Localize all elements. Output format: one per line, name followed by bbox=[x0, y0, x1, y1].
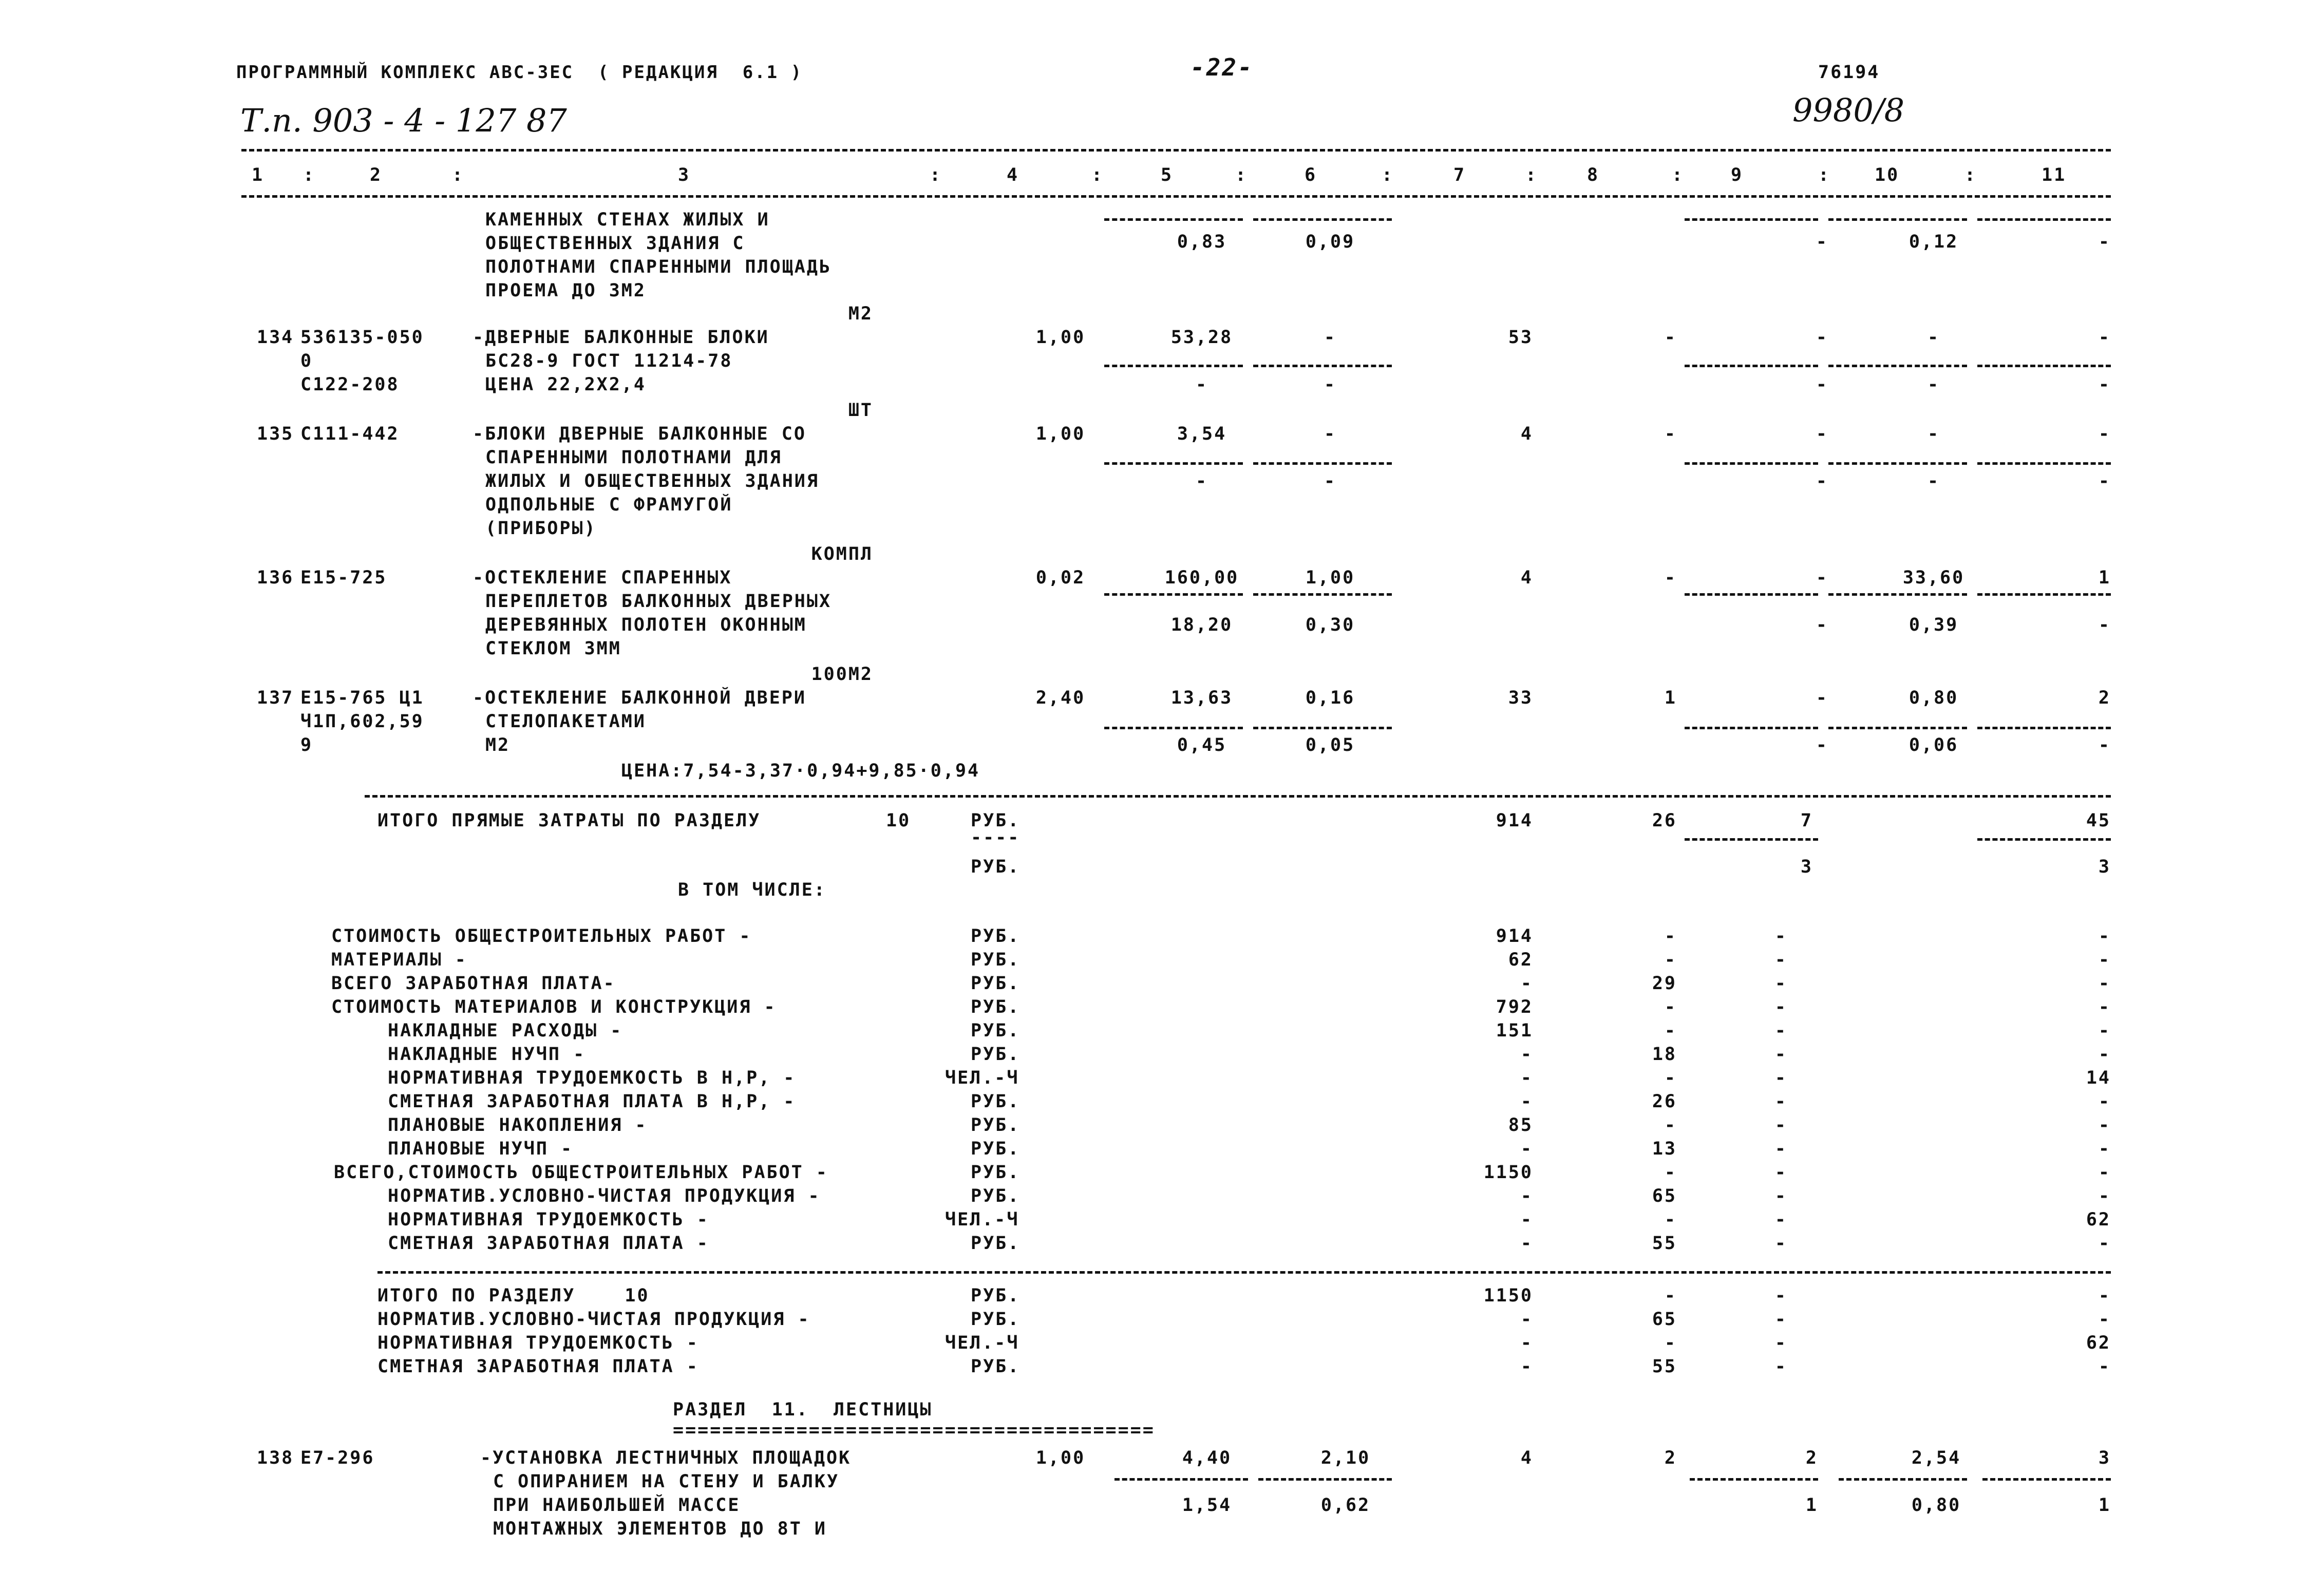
value-divider bbox=[1828, 462, 1967, 465]
cell-c9: - bbox=[1816, 374, 1828, 395]
breakdown-c7: - bbox=[1520, 1091, 1533, 1112]
cell-c4: 0,02 bbox=[1035, 568, 1086, 588]
direct-c9: 3 bbox=[1800, 857, 1813, 877]
direct-costs-unit-rule: ---- bbox=[971, 827, 1021, 848]
row-description: ПРИ НАИБОЛЬШЕЙ МАССЕ bbox=[493, 1495, 741, 1516]
cell-c10: - bbox=[1927, 471, 1940, 491]
breakdown-c8: 55 bbox=[1652, 1233, 1677, 1254]
direct-c7: 914 bbox=[1496, 810, 1533, 831]
breakdown-c11: 14 bbox=[2086, 1068, 2111, 1088]
unit-label: КОМПЛ bbox=[811, 544, 873, 564]
unit-label: М2 bbox=[848, 304, 873, 324]
cell-c9: - bbox=[1816, 471, 1828, 491]
direct-costs-label: ИТОГО ПРЯМЫЕ ЗАТРАТЫ ПО РАЗДЕЛУ bbox=[377, 810, 761, 831]
value-divider bbox=[1104, 365, 1243, 367]
value-divider bbox=[1253, 462, 1392, 465]
breakdown-label: ПЛАНОВЫЕ НУЧП - bbox=[388, 1139, 574, 1159]
column-number-11: 11 bbox=[2042, 165, 2067, 185]
breakdown-c11: - bbox=[2098, 1139, 2111, 1159]
breakdown-c11: - bbox=[2098, 1162, 2111, 1183]
page-number: -22- bbox=[1191, 53, 1254, 81]
cell-c10: - bbox=[1927, 374, 1940, 395]
breakdown-c7: 792 bbox=[1496, 997, 1533, 1017]
cell-c9: 1 bbox=[1805, 1495, 1818, 1516]
cell-c9: - bbox=[1816, 735, 1828, 755]
direct-c9: 7 bbox=[1800, 810, 1813, 831]
cell-c6: 0,09 bbox=[1305, 232, 1355, 252]
value-divider bbox=[1977, 838, 2111, 841]
cell-c5: - bbox=[1195, 471, 1208, 491]
section-total-unit: РУБ. bbox=[971, 1356, 1021, 1377]
cell-c11: - bbox=[2098, 327, 2111, 348]
breakdown-c9: - bbox=[1774, 1068, 1787, 1088]
section-total-c11: - bbox=[2098, 1309, 2111, 1330]
breakdown-label: НОРМАТИВ.УСЛОВНО-ЧИСТАЯ ПРОДУКЦИЯ - bbox=[388, 1186, 821, 1206]
row-code: Ч1П,602,59 bbox=[300, 711, 424, 732]
row-number: 137 bbox=[257, 688, 294, 708]
direct-costs-unit: РУБ. bbox=[971, 810, 1021, 831]
cell-c5: 160,00 bbox=[1164, 568, 1239, 588]
cell-c6: 0,62 bbox=[1320, 1495, 1371, 1516]
breakdown-c11: - bbox=[2098, 950, 2111, 970]
cell-c8: - bbox=[1664, 424, 1677, 444]
value-divider bbox=[1114, 1478, 1248, 1481]
cell-c5: 13,63 bbox=[1170, 688, 1233, 708]
unit-label: 100М2 bbox=[811, 664, 873, 685]
column-number-4: 4 bbox=[1007, 165, 1019, 185]
row-code: С122-208 bbox=[300, 374, 400, 395]
section-total-c8: 55 bbox=[1652, 1356, 1677, 1377]
description-line: КАМЕННЫХ СТЕНАХ ЖИЛЫХ И bbox=[485, 210, 770, 230]
breakdown-label: ПЛАНОВЫЕ НАКОПЛЕНИЯ - bbox=[388, 1115, 648, 1136]
section-total-c9: - bbox=[1774, 1285, 1787, 1306]
column-number-9: 9 bbox=[1731, 165, 1744, 185]
value-divider bbox=[1828, 218, 1967, 221]
breakdown-c7: - bbox=[1520, 1044, 1533, 1065]
cell-c7: 53 bbox=[1508, 327, 1533, 348]
row-code: 0 bbox=[300, 351, 313, 371]
row-description: -УСТАНОВКА ЛЕСТНИЧНЫХ ПЛОЩАДОК bbox=[480, 1448, 852, 1468]
breakdown-c8: - bbox=[1664, 1020, 1677, 1041]
cell-c11: 2 bbox=[2098, 688, 2111, 708]
cell-c10: 0,80 bbox=[1911, 1495, 1961, 1516]
breakdown-c11: - bbox=[2098, 1020, 2111, 1041]
cell-c7: 33 bbox=[1508, 688, 1533, 708]
cell-c9: - bbox=[1816, 688, 1828, 708]
breakdown-c7: 151 bbox=[1496, 1020, 1533, 1041]
breakdown-unit: РУБ. bbox=[971, 950, 1021, 970]
section-total-c9: - bbox=[1774, 1356, 1787, 1377]
breakdown-label: СМЕТНАЯ ЗАРАБОТНАЯ ПЛАТА В Н,Р, - bbox=[388, 1091, 796, 1112]
cell-c5: 53,28 bbox=[1170, 327, 1233, 348]
value-divider bbox=[1685, 838, 1818, 841]
breakdown-c8: - bbox=[1664, 1209, 1677, 1230]
breakdown-label: ВСЕГО,СТОИМОСТЬ ОБЩЕСТРОИТЕЛЬНЫХ РАБОТ - bbox=[334, 1162, 828, 1183]
breakdown-c9: - bbox=[1774, 1186, 1787, 1206]
column-separator: : bbox=[1964, 165, 1977, 185]
breakdown-c7: - bbox=[1520, 1068, 1533, 1088]
column-separator: : bbox=[1091, 165, 1104, 185]
value-divider bbox=[1977, 218, 2111, 221]
cell-c5: 0,83 bbox=[1177, 232, 1227, 252]
value-divider bbox=[1258, 1478, 1392, 1481]
cell-c11: 3 bbox=[2098, 1448, 2111, 1468]
section-rule bbox=[377, 1271, 2111, 1274]
breakdown-c8: - bbox=[1664, 997, 1677, 1017]
row-description: -ДВЕРНЫЕ БАЛКОННЫЕ БЛОКИ bbox=[473, 327, 769, 348]
cell-c10: 0,39 bbox=[1909, 615, 1959, 635]
cell-c8: - bbox=[1664, 568, 1677, 588]
cell-c7: 4 bbox=[1520, 424, 1533, 444]
row-code: Е15-765 Ц1 bbox=[300, 688, 424, 708]
cell-c4: 1,00 bbox=[1035, 1448, 1086, 1468]
breakdown-c9: - bbox=[1774, 1020, 1787, 1041]
cell-c6: - bbox=[1324, 327, 1337, 348]
row-number: 136 bbox=[257, 568, 294, 588]
row-description: СПАРЕННЫМИ ПОЛОТНАМИ ДЛЯ bbox=[485, 447, 782, 468]
value-divider bbox=[1977, 462, 2111, 465]
row-number: 138 bbox=[257, 1448, 294, 1468]
cell-c11: - bbox=[2098, 471, 2111, 491]
row-description: (ПРИБОРЫ) bbox=[485, 518, 597, 539]
value-divider bbox=[1685, 218, 1818, 221]
cell-c9: - bbox=[1816, 568, 1828, 588]
breakdown-c9: - bbox=[1774, 1209, 1787, 1230]
section-total-c9: - bbox=[1774, 1333, 1787, 1353]
row-description: ЦЕНА 22,2Х2,4 bbox=[485, 374, 646, 395]
row-number: 135 bbox=[257, 424, 294, 444]
row-description: С ОПИРАНИЕМ НА СТЕНУ И БАЛКУ bbox=[493, 1471, 840, 1492]
breakdown-c7: - bbox=[1520, 1186, 1533, 1206]
cell-c7: 4 bbox=[1520, 568, 1533, 588]
cell-c5: - bbox=[1195, 374, 1208, 395]
breakdown-c7: - bbox=[1520, 1139, 1533, 1159]
breakdown-unit: РУБ. bbox=[971, 1115, 1021, 1136]
breakdown-c9: - bbox=[1774, 950, 1787, 970]
unit-label: ШТ bbox=[848, 400, 873, 421]
column-number-7: 7 bbox=[1453, 165, 1466, 185]
breakdown-unit: РУБ. bbox=[971, 1233, 1021, 1254]
cell-c4: 2,40 bbox=[1035, 688, 1086, 708]
breakdown-label: НОРМАТИВНАЯ ТРУДОЕМКОСТЬ - bbox=[388, 1209, 709, 1230]
breakdown-c7: - bbox=[1520, 1233, 1533, 1254]
row-code: С111-442 bbox=[300, 424, 400, 444]
cell-c5: 4,40 bbox=[1182, 1448, 1232, 1468]
cell-c6: 2,10 bbox=[1320, 1448, 1371, 1468]
row-description: СТЕЛОПАКЕТАМИ bbox=[485, 711, 646, 732]
cell-c6: 0,05 bbox=[1305, 735, 1355, 755]
handwritten-sheet-number: 9980/8 bbox=[1792, 91, 1905, 129]
section-11-title: РАЗДЕЛ 11. ЛЕСТНИЦЫ bbox=[673, 1399, 933, 1420]
header-rule-top bbox=[241, 149, 2111, 152]
breakdown-c9: - bbox=[1774, 997, 1787, 1017]
cell-c5: 0,45 bbox=[1177, 735, 1227, 755]
breakdown-c8: - bbox=[1664, 1068, 1677, 1088]
header-rule-bottom bbox=[241, 195, 2111, 198]
column-separator: : bbox=[1818, 165, 1831, 185]
section-total-c7: - bbox=[1520, 1309, 1533, 1330]
section-total-c8: 65 bbox=[1652, 1309, 1677, 1330]
row-description: ПЕРЕПЛЕТОВ БАЛКОННЫХ ДВЕРНЫХ bbox=[485, 591, 832, 612]
breakdown-c11: - bbox=[2098, 1091, 2111, 1112]
section-total-label: НОРМАТИВНАЯ ТРУДОЕМКОСТЬ - bbox=[377, 1333, 699, 1353]
section-total-c7: - bbox=[1520, 1333, 1533, 1353]
row-number: 134 bbox=[257, 327, 294, 348]
row-description: -ОСТЕКЛЕНИЕ БАЛКОННОЙ ДВЕРИ bbox=[473, 688, 806, 708]
section-total-c7: 1150 bbox=[1483, 1285, 1533, 1306]
cell-c10: 0,06 bbox=[1909, 735, 1959, 755]
cell-c10: 33,60 bbox=[1902, 568, 1965, 588]
column-separator: : bbox=[303, 165, 316, 185]
direct-c8: 26 bbox=[1652, 810, 1677, 831]
breakdown-c11: - bbox=[2098, 1044, 2111, 1065]
breakdown-c8: 13 bbox=[1652, 1139, 1677, 1159]
value-divider bbox=[1982, 1478, 2111, 1481]
column-separator: : bbox=[1382, 165, 1394, 185]
section-total-label: НОРМАТИВ.УСЛОВНО-ЧИСТАЯ ПРОДУКЦИЯ - bbox=[377, 1309, 810, 1330]
breakdown-unit: РУБ. bbox=[971, 997, 1021, 1017]
row-code: 9 bbox=[300, 735, 313, 755]
column-number-10: 10 bbox=[1875, 165, 1900, 185]
cell-c11: 1 bbox=[2098, 568, 2111, 588]
section-total-label: ИТОГО ПО РАЗДЕЛУ 10 bbox=[377, 1285, 650, 1306]
breakdown-c7: - bbox=[1520, 973, 1533, 994]
value-divider bbox=[1977, 727, 2111, 729]
section-total-unit: РУБ. bbox=[971, 1285, 1021, 1306]
cell-c5: 18,20 bbox=[1170, 615, 1233, 635]
breakdown-label: СТОИМОСТЬ ОБЩЕСТРОИТЕЛЬНЫХ РАБОТ - bbox=[331, 926, 752, 947]
row-code: Е15-725 bbox=[300, 568, 387, 588]
breakdown-c11: - bbox=[2098, 973, 2111, 994]
cell-c6: - bbox=[1324, 471, 1337, 491]
column-number-3: 3 bbox=[678, 165, 691, 185]
cell-c6: 1,00 bbox=[1305, 568, 1355, 588]
section-total-unit: ЧЕЛ.-Ч bbox=[945, 1333, 1019, 1353]
program-header: ПРОГРАММНЫЙ КОМПЛЕКС АВС-ЗЕС ( РЕДАКЦИЯ 6.1 ) bbox=[236, 62, 803, 83]
breakdown-label: МАТЕРИАЛЫ - bbox=[331, 950, 467, 970]
breakdown-unit: РУБ. bbox=[971, 1091, 1021, 1112]
cell-c8: - bbox=[1664, 327, 1677, 348]
breakdown-c9: - bbox=[1774, 1044, 1787, 1065]
row-description: МОНТАЖНЫХ ЭЛЕМЕНТОВ ДО 8Т И bbox=[493, 1519, 827, 1539]
cell-c4: 1,00 bbox=[1035, 424, 1086, 444]
value-divider bbox=[1977, 365, 2111, 367]
breakdown-c8: 65 bbox=[1652, 1186, 1677, 1206]
row-code: 536135-050 bbox=[300, 327, 424, 348]
breakdown-c8: 18 bbox=[1652, 1044, 1677, 1065]
breakdown-c8: 26 bbox=[1652, 1091, 1677, 1112]
value-divider bbox=[1104, 593, 1243, 596]
value-divider bbox=[1104, 218, 1243, 221]
breakdown-c7: 914 bbox=[1496, 926, 1533, 947]
cell-c9: - bbox=[1816, 615, 1828, 635]
value-divider bbox=[1253, 593, 1392, 596]
column-number-2: 2 bbox=[370, 165, 383, 185]
cell-c11: - bbox=[2098, 374, 2111, 395]
breakdown-c8: 29 bbox=[1652, 973, 1677, 994]
column-number-6: 6 bbox=[1305, 165, 1317, 185]
direct-c11: 3 bbox=[2098, 857, 2111, 877]
breakdown-c9: - bbox=[1774, 1139, 1787, 1159]
row-description: ОДПОЛЬНЫЕ С ФРАМУГОЙ bbox=[485, 495, 733, 515]
row-description: ДЕРЕВЯННЫХ ПОЛОТЕН ОКОННЫМ bbox=[485, 615, 807, 635]
breakdown-unit: РУБ. bbox=[971, 1139, 1021, 1159]
row-description: БС28-9 ГОСТ 11214-78 bbox=[485, 351, 733, 371]
breakdown-unit: ЧЕЛ.-Ч bbox=[945, 1068, 1019, 1088]
value-divider bbox=[1977, 593, 2111, 596]
breakdown-unit: ЧЕЛ.-Ч bbox=[945, 1209, 1019, 1230]
value-divider bbox=[1685, 727, 1818, 729]
column-separator: : bbox=[1525, 165, 1538, 185]
breakdown-c11: - bbox=[2098, 1233, 2111, 1254]
cell-c9: 2 bbox=[1805, 1448, 1818, 1468]
breakdown-c7: 62 bbox=[1508, 950, 1533, 970]
column-number-5: 5 bbox=[1161, 165, 1174, 185]
value-divider bbox=[1685, 593, 1818, 596]
section-total-c7: - bbox=[1520, 1356, 1533, 1377]
section-total-c8: - bbox=[1664, 1285, 1677, 1306]
cell-c8: 1 bbox=[1664, 688, 1677, 708]
column-separator: : bbox=[930, 165, 942, 185]
breakdown-c9: - bbox=[1774, 1233, 1787, 1254]
value-divider bbox=[1828, 593, 1967, 596]
section-total-unit: РУБ. bbox=[971, 1309, 1021, 1330]
value-divider bbox=[1104, 462, 1243, 465]
breakdown-unit: РУБ. bbox=[971, 926, 1021, 947]
breakdown-c7: 85 bbox=[1508, 1115, 1533, 1136]
section-total-label: СМЕТНАЯ ЗАРАБОТНАЯ ПЛАТА - bbox=[377, 1356, 699, 1377]
direct-costs-unit: РУБ. bbox=[971, 857, 1021, 877]
breakdown-c9: - bbox=[1774, 1162, 1787, 1183]
row-description: ЖИЛЫХ И ОБЩЕСТВЕННЫХ ЗДАНИЯ bbox=[485, 471, 819, 491]
cell-c4: 1,00 bbox=[1035, 327, 1086, 348]
description-line: ОБЩЕСТВЕННЫХ ЗДАНИЯ С bbox=[485, 233, 745, 254]
section-total-c11: 62 bbox=[2086, 1333, 2111, 1353]
value-divider bbox=[1104, 727, 1243, 729]
breakdown-unit: РУБ. bbox=[971, 1162, 1021, 1183]
document-code: 76194 bbox=[1818, 62, 1880, 83]
value-divider bbox=[1685, 462, 1818, 465]
section-total-c8: - bbox=[1664, 1333, 1677, 1353]
value-divider bbox=[1828, 727, 1967, 729]
breakdown-c11: - bbox=[2098, 926, 2111, 947]
breakdown-c9: - bbox=[1774, 926, 1787, 947]
breakdown-label: НОРМАТИВНАЯ ТРУДОЕМКОСТЬ В Н,Р, - bbox=[388, 1068, 796, 1088]
breakdown-unit: РУБ. bbox=[971, 973, 1021, 994]
cell-c10: - bbox=[1927, 424, 1940, 444]
breakdown-c7: 1150 bbox=[1483, 1162, 1533, 1183]
value-divider bbox=[1839, 1478, 1967, 1481]
cell-c6: - bbox=[1324, 374, 1337, 395]
breakdown-c8: - bbox=[1664, 950, 1677, 970]
column-separator: : bbox=[1672, 165, 1685, 185]
breakdown-c11: - bbox=[2098, 1115, 2111, 1136]
breakdown-c8: - bbox=[1664, 1115, 1677, 1136]
description-line: ПРОЕМА ДО 3М2 bbox=[485, 280, 646, 301]
cell-c11: - bbox=[2098, 232, 2111, 252]
including-heading: В ТОМ ЧИСЛЕ: bbox=[678, 880, 826, 900]
cell-c6: 0,16 bbox=[1305, 688, 1355, 708]
breakdown-c7: - bbox=[1520, 1209, 1533, 1230]
price-formula: ЦЕНА:7,54-3,37·0,94+9,85·0,94 bbox=[621, 761, 980, 781]
breakdown-label: ВСЕГО ЗАРАБОТНАЯ ПЛАТА- bbox=[331, 973, 616, 994]
row-description: СТЕКЛОМ 3ММ bbox=[485, 638, 621, 659]
breakdown-label: СМЕТНАЯ ЗАРАБОТНАЯ ПЛАТА - bbox=[388, 1233, 709, 1254]
breakdown-c11: - bbox=[2098, 997, 2111, 1017]
cell-c6: 0,30 bbox=[1305, 615, 1355, 635]
cell-c8: 2 bbox=[1664, 1448, 1677, 1468]
value-divider bbox=[1253, 365, 1392, 367]
direct-costs-section: 10 bbox=[886, 810, 911, 831]
cell-c11: - bbox=[2098, 615, 2111, 635]
breakdown-c8: - bbox=[1664, 1162, 1677, 1183]
column-separator: : bbox=[452, 165, 465, 185]
section-rule bbox=[365, 795, 2111, 798]
cell-c7: 4 bbox=[1520, 1448, 1533, 1468]
handwritten-project-number: Т.п. 903 - 4 - 127 87 bbox=[240, 102, 567, 139]
row-description: М2 bbox=[485, 735, 511, 755]
cell-c9: - bbox=[1816, 327, 1828, 348]
section-total-c11: - bbox=[2098, 1356, 2111, 1377]
breakdown-unit: РУБ. bbox=[971, 1020, 1021, 1041]
cell-c10: 0,12 bbox=[1909, 232, 1959, 252]
cell-c9: - bbox=[1816, 232, 1828, 252]
breakdown-c9: - bbox=[1774, 1091, 1787, 1112]
cell-c11: - bbox=[2098, 424, 2111, 444]
section-total-c9: - bbox=[1774, 1309, 1787, 1330]
breakdown-unit: РУБ. bbox=[971, 1186, 1021, 1206]
breakdown-label: НАКЛАДНЫЕ РАСХОДЫ - bbox=[388, 1020, 623, 1041]
column-number-8: 8 bbox=[1587, 165, 1600, 185]
cell-c11: - bbox=[2098, 735, 2111, 755]
value-divider bbox=[1685, 365, 1818, 367]
cell-c9: - bbox=[1816, 424, 1828, 444]
row-code: Е7-296 bbox=[300, 1448, 375, 1468]
column-separator: : bbox=[1235, 165, 1248, 185]
cell-c10: 2,54 bbox=[1911, 1448, 1961, 1468]
column-number-1: 1 bbox=[252, 165, 264, 185]
cell-c5: 1,54 bbox=[1182, 1495, 1232, 1516]
breakdown-label: НАКЛАДНЫЕ НУЧП - bbox=[388, 1044, 586, 1065]
value-divider bbox=[1690, 1478, 1818, 1481]
section-total-c11: - bbox=[2098, 1285, 2111, 1306]
breakdown-c11: 62 bbox=[2086, 1209, 2111, 1230]
breakdown-c11: - bbox=[2098, 1186, 2111, 1206]
breakdown-c9: - bbox=[1774, 1115, 1787, 1136]
direct-c11: 45 bbox=[2086, 810, 2111, 831]
row-description: -БЛОКИ ДВЕРНЫЕ БАЛКОННЫЕ СО bbox=[473, 424, 806, 444]
breakdown-unit: РУБ. bbox=[971, 1044, 1021, 1065]
cell-c5: 3,54 bbox=[1177, 424, 1227, 444]
breakdown-label: СТОИМОСТЬ МАТЕРИАЛОВ И КОНСТРУКЦИЯ - bbox=[331, 997, 777, 1017]
breakdown-c9: - bbox=[1774, 973, 1787, 994]
section-11-underline: ======================================= bbox=[673, 1420, 1155, 1441]
breakdown-c8: - bbox=[1664, 926, 1677, 947]
cell-c10: 0,80 bbox=[1909, 688, 1959, 708]
cell-c11: 1 bbox=[2098, 1495, 2111, 1516]
value-divider bbox=[1253, 218, 1392, 221]
value-divider bbox=[1828, 365, 1967, 367]
row-description: -ОСТЕКЛЕНИЕ СПАРЕННЫХ bbox=[473, 568, 732, 588]
cell-c10: - bbox=[1927, 327, 1940, 348]
cell-c6: - bbox=[1324, 424, 1337, 444]
value-divider bbox=[1253, 727, 1392, 729]
description-line: ПОЛОТНАМИ СПАРЕННЫМИ ПЛОЩАДЬ bbox=[485, 257, 832, 277]
